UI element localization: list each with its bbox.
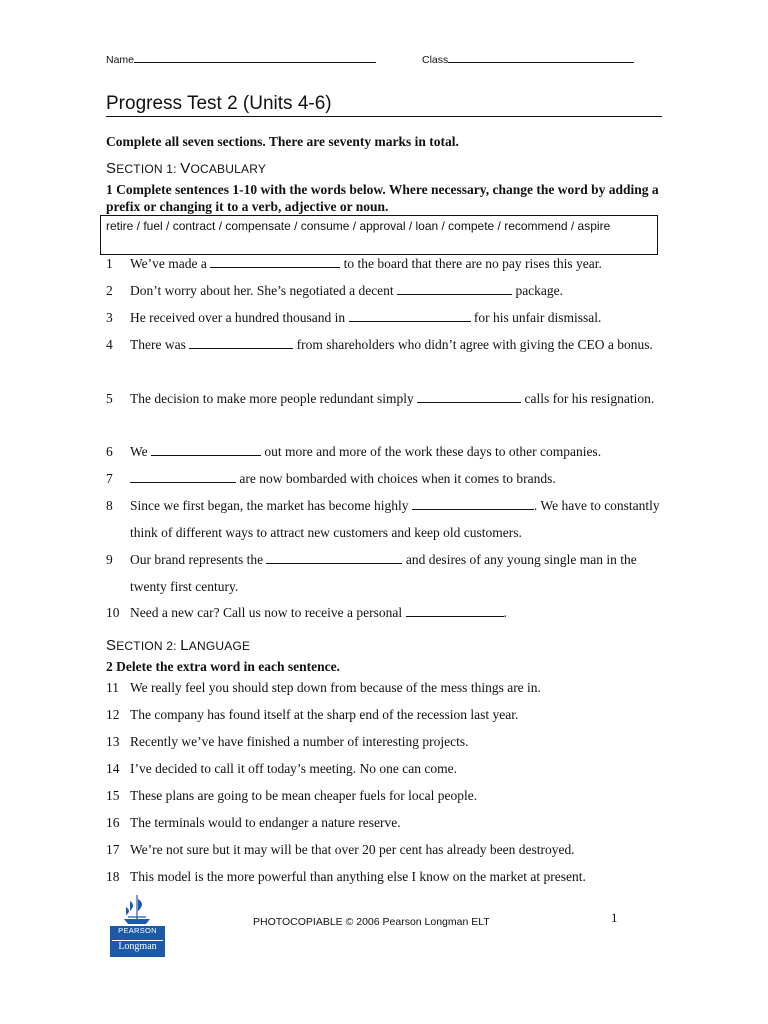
question-item (106, 492, 666, 546)
question-text: He received over a hundred thousand in for his unfair dismissal. (130, 310, 602, 325)
answer-blank[interactable] (130, 470, 236, 483)
question-text: We’ve made a to the board that there are no pay rises this year. (130, 256, 602, 271)
question-item (106, 863, 666, 890)
question-text: We’re not sure but it may will be that over 20 per cent has already been destroyed. (130, 842, 575, 857)
answer-blank[interactable] (210, 255, 340, 268)
section1-instruction: 1 Complete sentences 1-10 with the words below. Where necessary, change the word by adding a prefix or changing it to a verb, adjective or noun. (106, 182, 659, 214)
question-text: I’ve decided to call it off today’s meeting. No one can come. (130, 761, 458, 776)
answer-blank[interactable] (406, 604, 504, 617)
question-item (106, 728, 666, 755)
name-blank (134, 53, 376, 63)
question-number: 14 (106, 761, 120, 776)
question-item (106, 331, 666, 358)
answer-blank[interactable] (417, 390, 521, 403)
question-text: The decision to make more people redundant simply calls for his resignation. (130, 391, 655, 406)
question-item (106, 809, 666, 836)
intro-text: Complete all seven sections. There are seventy marks in total. (106, 134, 459, 149)
question-item (106, 599, 666, 626)
question-item (106, 701, 666, 728)
question-text: We out more and more of the work these days to other companies. (130, 444, 602, 459)
page-title: Progress Test 2 (Units 4-6) (106, 93, 662, 117)
question-item (106, 755, 666, 782)
question-number: 6 (106, 444, 113, 459)
question-item (106, 465, 666, 492)
question-text: are now bombarded with choices when it comes to brands. (130, 465, 666, 492)
question-text: Recently we’ve have finished a number of interesting projects. (130, 734, 469, 749)
name-field (106, 53, 376, 66)
class-label: Class (422, 54, 449, 66)
question-item (106, 674, 666, 701)
question-item (106, 836, 666, 863)
question-number: 1 (106, 256, 113, 271)
page-number: 1 (611, 910, 618, 925)
question-number: 3 (106, 310, 113, 325)
question-item (106, 438, 666, 465)
question-text: Don’t worry about her. She’s negotiated a decent package. (130, 283, 564, 298)
question-text: This model is the more powerful than anything else I know on the market at present. (130, 869, 586, 884)
section1-heading: SECTION 1: VOCABULARY (106, 160, 267, 177)
word-box: retire / fuel / contract / compensate / consume / approval / loan / compete / recommend / aspire (100, 215, 658, 255)
answer-blank[interactable] (349, 309, 471, 322)
question-number: 2 (106, 283, 113, 298)
question-item (106, 277, 666, 304)
question-text: Need a new car? Call us now to receive a personal . (130, 605, 507, 620)
question-number: 4 (106, 337, 113, 352)
answer-blank[interactable] (189, 336, 293, 349)
question-text: These plans are going to be mean cheaper fuels for local people. (130, 788, 478, 803)
question-text: Since we first began, the market has become highly . We have to constantly think of different ways to attract new customers and keep old customers. (130, 498, 660, 540)
question-number: 5 (106, 391, 113, 406)
question-text: We really feel you should step down from because of the mess things are in. (130, 680, 541, 695)
class-field (422, 53, 634, 66)
answer-blank[interactable] (412, 497, 534, 510)
question-text: There was from shareholders who didn’t agree with giving the CEO a bonus. (130, 337, 653, 352)
question-item (106, 304, 666, 331)
question-number: 12 (106, 707, 120, 722)
logo-top-text: PEARSON (118, 926, 157, 935)
question-number: 15 (106, 788, 120, 803)
section2-heading: SECTION 2: LANGUAGE (106, 637, 251, 654)
footer-copyright: PHOTOCOPIABLE © 2006 Pearson Longman ELT (253, 916, 490, 928)
question-number: 9 (106, 552, 113, 567)
question-item (106, 385, 666, 412)
answer-blank[interactable] (266, 551, 402, 564)
question-text: The terminals would to endanger a nature reserve. (130, 815, 401, 830)
logo-bottom-text: Longman (118, 941, 157, 952)
answer-blank[interactable] (151, 443, 261, 456)
question-text: Our brand represents the and desires of any young single man in the twenty first century. (130, 552, 637, 594)
question-number: 8 (106, 498, 113, 513)
question-item (106, 250, 666, 277)
question-number: 13 (106, 734, 120, 749)
question-number: 17 (106, 842, 120, 857)
class-blank (448, 53, 634, 63)
question-text: The company has found itself at the sharp end of the recession last year. (130, 707, 519, 722)
name-label: Name (106, 54, 135, 66)
question-item (106, 546, 666, 600)
question-number: 11 (106, 680, 119, 695)
question-number: 16 (106, 815, 120, 830)
question-number: 7 (106, 471, 113, 486)
question-number: 10 (106, 605, 120, 620)
section2-instruction: 2 Delete the extra word in each sentence. (106, 659, 340, 674)
answer-blank[interactable] (397, 282, 512, 295)
question-item (106, 782, 666, 809)
question-number: 18 (106, 869, 120, 884)
